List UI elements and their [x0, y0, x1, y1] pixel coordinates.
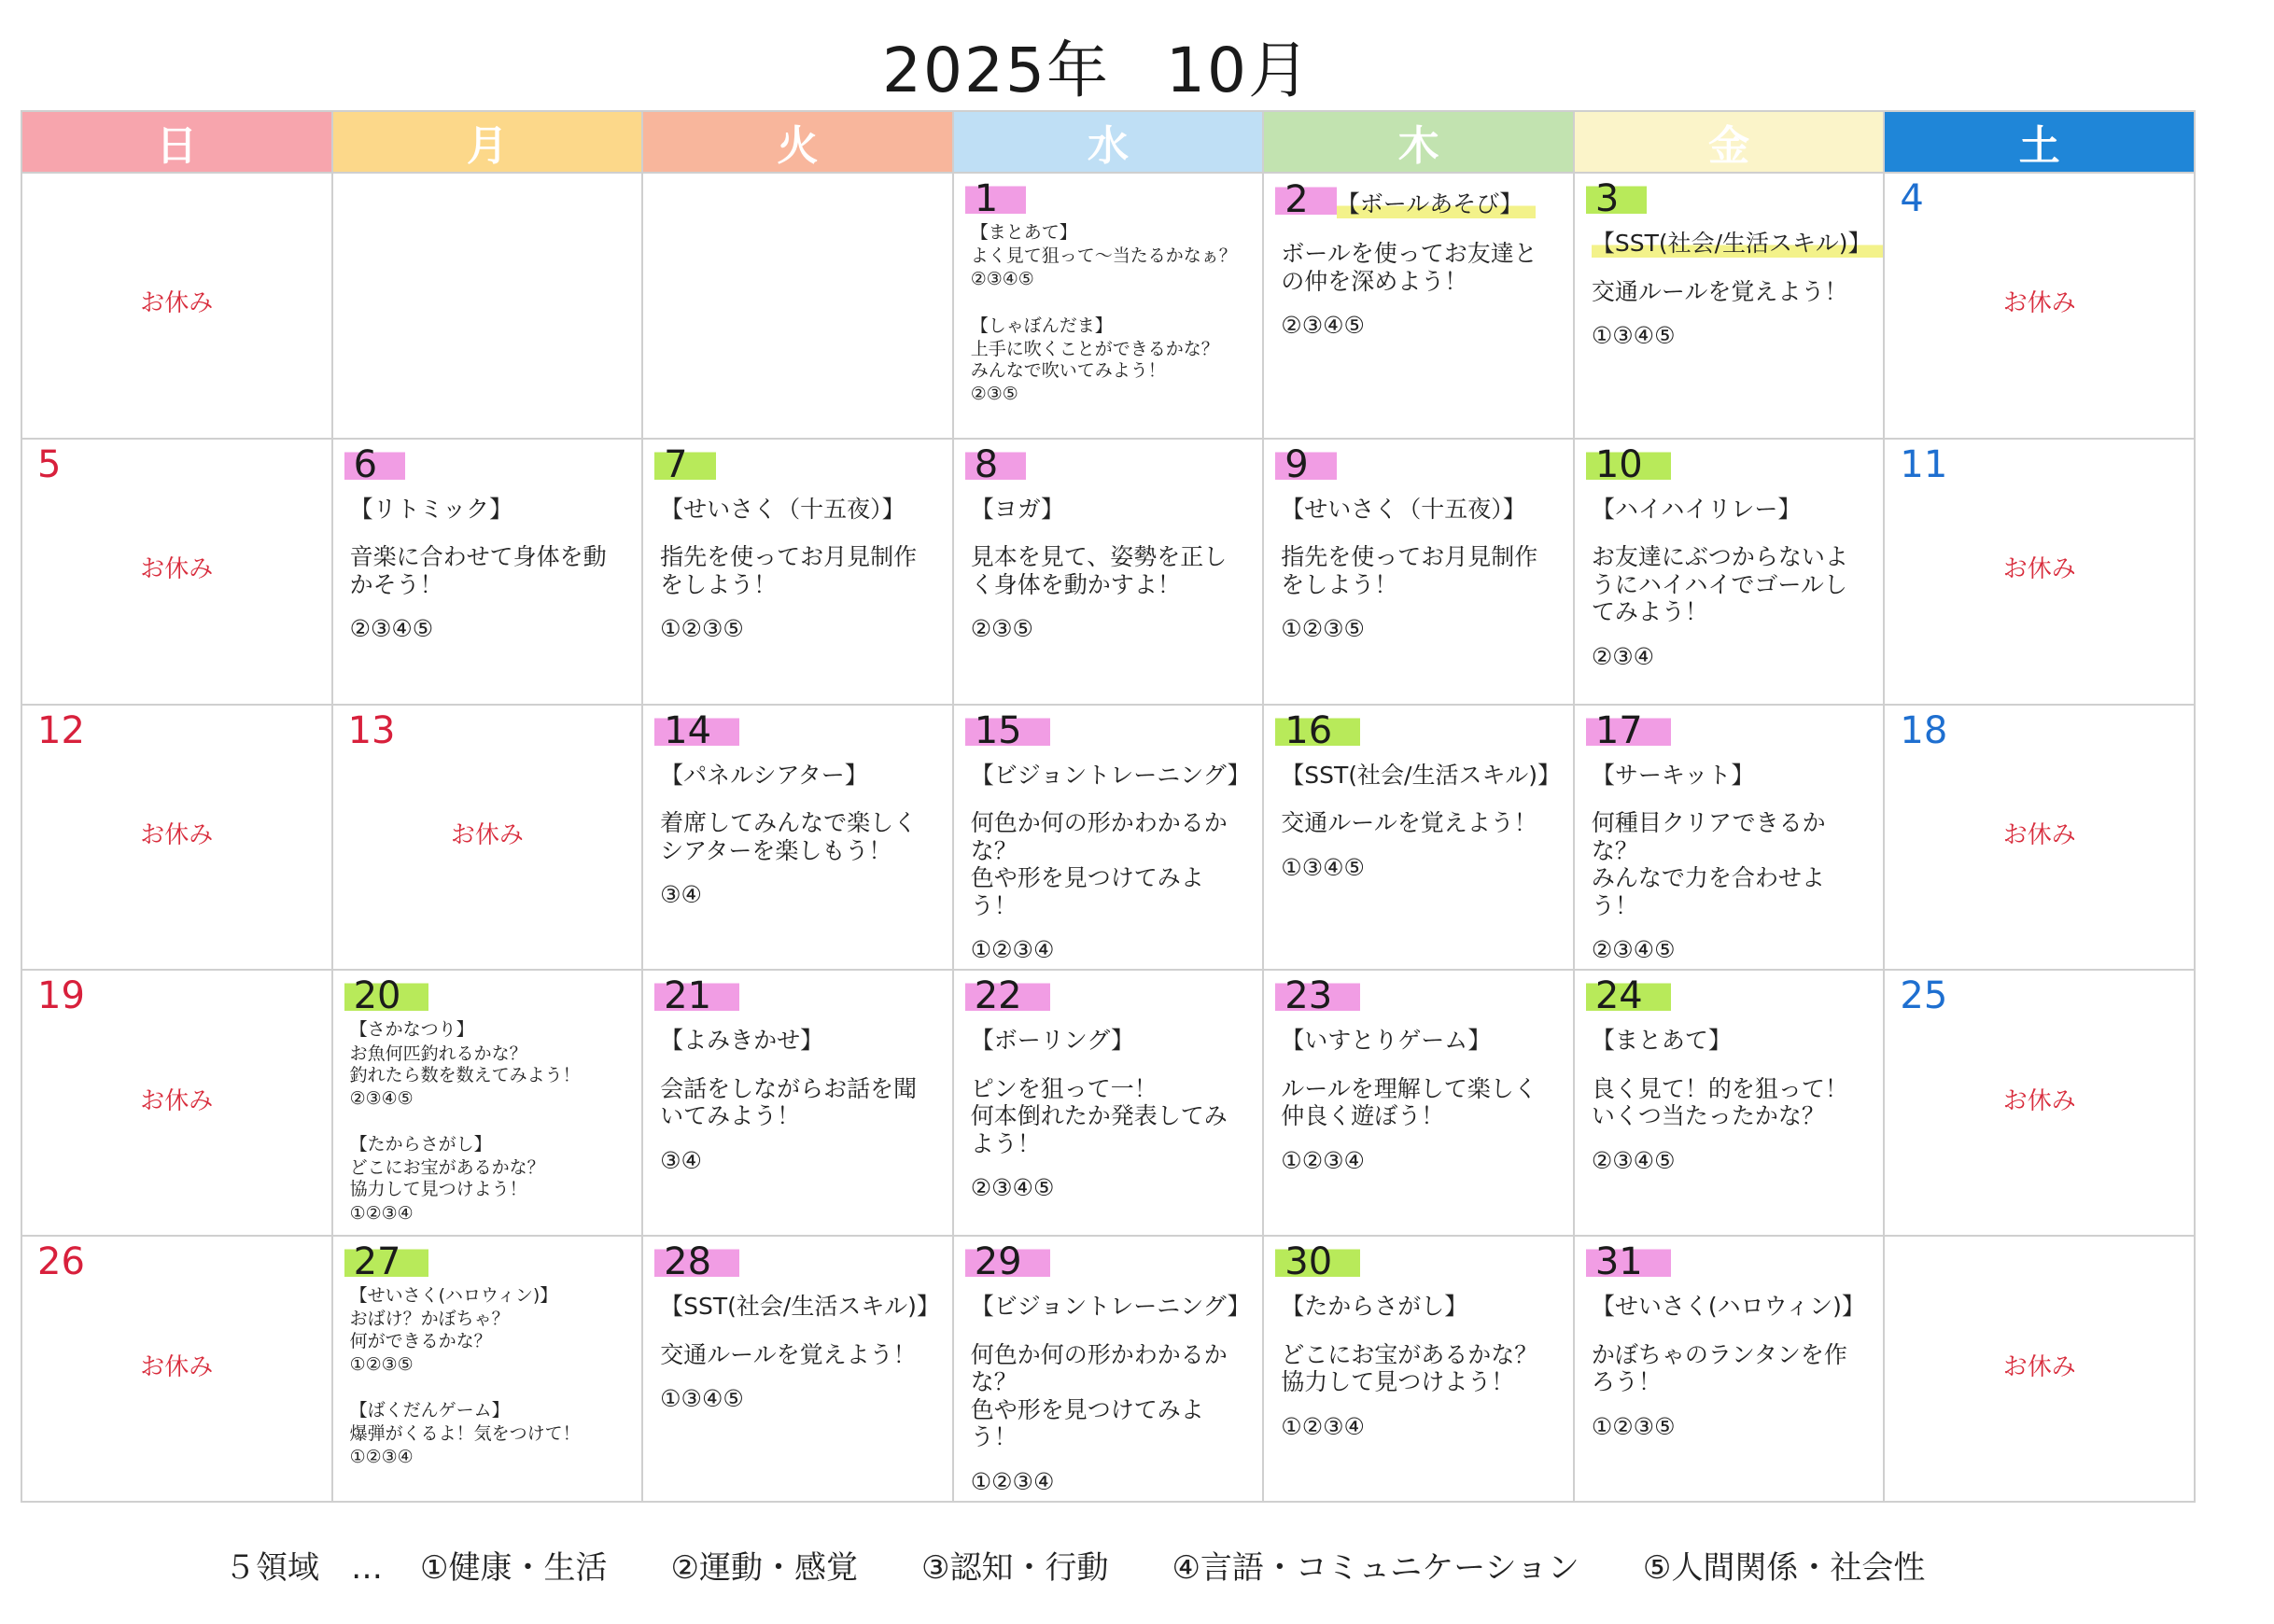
day-number: 22: [965, 976, 1050, 1015]
day-number: 31: [1586, 1242, 1671, 1281]
activity-description: かぼちゃのランタンを作ろう！: [1591, 1340, 1847, 1396]
day-number: 28: [654, 1242, 739, 1281]
closed-label: お休み: [140, 821, 214, 850]
day-number: 25: [1900, 974, 1948, 1018]
activity-title: 【ボーリング】: [970, 1027, 1134, 1055]
day-number: 1: [965, 179, 1026, 218]
closed-label: お休み: [2002, 289, 2076, 318]
day-cell: [1264, 1237, 1575, 1503]
activity-areas: ①②③⑤: [1591, 1412, 1676, 1440]
day-cell: [643, 1237, 954, 1503]
activity-description: ピンを狙って一！ 何本倒れたか発表してみよう！: [970, 1074, 1228, 1157]
day-number: 13: [347, 708, 396, 752]
activity-areas: ②③⑤: [970, 384, 1018, 405]
activity-title: 【リトミック】: [349, 495, 513, 523]
day-number: 4: [1900, 177, 1924, 220]
activity-title: 【せいさく（十五夜）】: [1281, 495, 1526, 523]
day-cell: [1885, 174, 2196, 440]
activity-title: 【ヨガ】: [970, 495, 1064, 523]
closed-label: お休み: [140, 1086, 214, 1115]
activity-description: 音楽に合わせて身体を動かそう！: [349, 543, 607, 598]
day-number: 19: [37, 974, 85, 1018]
weekday-header: 土: [1885, 112, 2196, 174]
activity-areas: ②③④⑤: [970, 269, 1034, 290]
day-cell: [1264, 174, 1575, 440]
day-cell: [22, 440, 333, 706]
activity-title: 【よみきかせ】: [660, 1027, 824, 1055]
day-cell: [1885, 706, 2196, 972]
activity-description: 交通ルールを覚えよう！: [1281, 809, 1537, 837]
day-cell: [1575, 174, 1886, 440]
closed-label: お休み: [450, 821, 524, 850]
day-number: 9: [1275, 445, 1336, 484]
activity-title: 【ビジョントレーニング】: [970, 1293, 1251, 1321]
day-cell: [954, 706, 1265, 972]
day-number: 8: [965, 445, 1026, 484]
day-number: 2: [1275, 180, 1336, 219]
activity-title: 【ばくだんゲーム】: [349, 1399, 510, 1421]
legend: [224, 1542, 1988, 1588]
activity-areas: ③④: [660, 881, 702, 909]
day-number: 30: [1275, 1242, 1360, 1281]
closed-label: お休み: [2002, 1086, 2076, 1115]
activity-description: 良く見て！的を狙って！ いくつ当たったかな？: [1591, 1074, 1848, 1130]
day-cell: [1885, 440, 2196, 706]
day-number: 12: [37, 708, 85, 752]
legend-item: ①健康・生活: [420, 1549, 608, 1587]
activity-areas: ①③④⑤: [1281, 853, 1365, 881]
day-cell: [1575, 440, 1886, 706]
activity-areas: ②③④⑤: [1591, 936, 1676, 964]
day-number: 6: [344, 445, 405, 484]
activity-description: よく見て狙って～当たるかなぁ？: [970, 245, 1237, 267]
day-number: 15: [965, 711, 1050, 750]
activity-areas: ①②③⑤: [1281, 615, 1365, 643]
day-cell: [643, 174, 954, 440]
weekday-header: 木: [1264, 112, 1575, 174]
day-cell: [643, 440, 954, 706]
closed-label: お休み: [140, 555, 214, 584]
activity-areas: ②③④⑤: [1591, 1146, 1676, 1174]
day-number: 18: [1900, 708, 1948, 752]
weekday-header: 水: [954, 112, 1265, 174]
activity-title: 【SST(社会/生活スキル)】: [1281, 761, 1561, 789]
day-number: 24: [1586, 976, 1671, 1015]
day-number: 20: [344, 976, 429, 1015]
activity-description: 交通ルールを覚えよう！: [1591, 277, 1848, 305]
activity-title: 【せいさく(ハロウィン)】: [1591, 1293, 1865, 1321]
activity-description: おばけ？かぼちゃ？ 何ができるかな？: [349, 1309, 510, 1351]
activity-areas: ①③④⑤: [660, 1385, 744, 1413]
activity-description: 指先を使ってお月見制作をしよう！: [1281, 543, 1538, 598]
day-cell: [1264, 971, 1575, 1237]
day-cell: [1575, 1237, 1886, 1503]
activity-title: 【SST(社会/生活スキル)】: [660, 1293, 940, 1321]
activity-title: 【パネルシアター】: [660, 761, 868, 789]
legend-label: ５領域 …: [224, 1549, 383, 1587]
calendar-title: [0, 21, 2194, 109]
day-cell: [333, 706, 644, 972]
closed-label: お休み: [140, 1352, 214, 1381]
title-month: 10月: [1165, 35, 1312, 106]
activity-title: 【たからさがし】: [1281, 1293, 1468, 1321]
activity-areas: ②③④⑤: [349, 615, 434, 643]
day-number: 7: [654, 445, 715, 484]
day-number: 26: [37, 1240, 85, 1284]
activity-title: 【まとあて】: [970, 222, 1077, 243]
activity-title: 【まとあて】: [1591, 1027, 1732, 1055]
activity-areas: ③④: [660, 1146, 702, 1174]
day-cell: [1575, 971, 1886, 1237]
activity-description: ルールを理解して楽しく仲良く遊ぼう！: [1281, 1074, 1537, 1130]
closed-label: お休み: [2002, 555, 2076, 584]
activity-title: 【さかなつり】: [349, 1019, 474, 1041]
activity-description: 爆弾がくるよ！気をつけて！: [349, 1423, 581, 1445]
activity-description: どこにお宝があるかな？ 協力して見つけよう！: [349, 1157, 545, 1200]
day-number: 5: [37, 442, 62, 486]
activity-description: お友達にぶつからないようにハイハイでゴールしてみよう！: [1591, 543, 1848, 626]
activity-areas: ②③④: [1591, 642, 1655, 670]
activity-areas: ②③④⑤: [349, 1087, 414, 1109]
day-cell: [333, 971, 644, 1237]
activity-title: 【せいさく(ハロウィン)】: [349, 1285, 558, 1307]
day-cell: [1264, 706, 1575, 972]
activity-description: 交通ルールを覚えよう！: [660, 1340, 917, 1368]
weekday-header: 月: [333, 112, 644, 174]
activity-title: 【SST(社会/生活スキル)】: [1592, 230, 1885, 258]
activity-description: 何種目クリアできるかな？ みんなで力を合わせよう！: [1591, 809, 1826, 919]
activity-description: 見本を見て、姿勢を正しく身体を動かすよ！: [970, 543, 1228, 598]
day-number: 29: [965, 1242, 1050, 1281]
day-number: 10: [1586, 445, 1671, 484]
activity-description: お魚何匹釣れるかな？ 釣れたら数を数えてみよう！: [349, 1043, 581, 1085]
closed-label: お休み: [140, 289, 214, 318]
day-cell: [333, 440, 644, 706]
day-cell: [1885, 971, 2196, 1237]
activity-title: 【せいさく（十五夜）】: [660, 495, 905, 523]
activity-areas: ②③④⑤: [970, 1174, 1055, 1202]
activity-areas: ①②③⑤: [349, 1353, 414, 1375]
activity-areas: ②③④⑤: [1281, 312, 1365, 339]
activity-title: 【ボールあそび】: [1337, 190, 1537, 218]
activity-description: 何色か何の形かわかるかな？ 色や形を見つけてみよう！: [970, 809, 1228, 919]
activity-areas: ①②③④: [349, 1202, 414, 1224]
activity-description: 指先を使ってお月見制作をしよう！: [660, 543, 918, 598]
day-cell: [1264, 440, 1575, 706]
day-number: 3: [1586, 179, 1647, 218]
closed-label: お休み: [2002, 1352, 2076, 1381]
activity-areas: ①②③④: [970, 936, 1055, 964]
day-cell: [22, 174, 333, 440]
weekday-header: 日: [22, 112, 333, 174]
day-number: 27: [344, 1242, 429, 1281]
day-cell: [954, 1237, 1265, 1503]
activity-areas: ①②③④: [1281, 1146, 1365, 1174]
activity-title: 【サーキット】: [1591, 761, 1755, 789]
title-year: 2025年: [882, 35, 1110, 106]
day-cell: [22, 706, 333, 972]
activity-description: 上手に吹くことができるかな？ みんなで吹いてみよう！: [970, 338, 1219, 381]
activity-title: 【たからさがし】: [349, 1134, 492, 1155]
activity-title: 【いすとりゲーム】: [1281, 1027, 1492, 1055]
activity-title: 【しゃぼんだま】: [970, 315, 1113, 336]
day-cell: [333, 174, 644, 440]
weekday-header: 火: [643, 112, 954, 174]
legend-item: ④言語・コミュニケーション: [1172, 1549, 1579, 1587]
activity-areas: ①②③④: [970, 1467, 1055, 1495]
day-cell: [1885, 1237, 2196, 1503]
day-number: 17: [1586, 711, 1671, 750]
activity-areas: ①③④⑤: [1591, 322, 1676, 349]
day-cell: [333, 1237, 644, 1503]
day-number: 11: [1900, 442, 1948, 486]
activity-areas: ①②③④: [1281, 1412, 1365, 1440]
day-number: 21: [654, 976, 739, 1015]
activity-description: 何色か何の形かわかるかな？ 色や形を見つけてみよう！: [970, 1340, 1228, 1451]
activity-areas: ①②③⑤: [660, 615, 744, 643]
legend-item: ③認知・行動: [920, 1549, 1109, 1587]
day-number: 14: [654, 711, 739, 750]
activity-areas: ①②③④: [349, 1447, 414, 1468]
day-cell: [643, 706, 954, 972]
closed-label: お休み: [2002, 821, 2076, 850]
day-cell: [1575, 706, 1886, 972]
activity-description: ボールを使ってお友達との仲を深めよう！: [1281, 240, 1537, 295]
activity-areas: ②③⑤: [970, 615, 1033, 643]
day-cell: [954, 440, 1265, 706]
weekday-header: 金: [1575, 112, 1886, 174]
activity-title: 【ハイハイリレー】: [1591, 495, 1802, 523]
activity-description: 会話をしながらお話を聞いてみよう！: [660, 1074, 918, 1130]
day-number: 23: [1275, 976, 1360, 1015]
legend-item: ②運動・感覚: [670, 1549, 858, 1587]
activity-description: どこにお宝があるかな？ 協力して見つけよう！: [1281, 1340, 1538, 1396]
calendar-grid: [21, 110, 2196, 1503]
day-number: 16: [1275, 711, 1360, 750]
day-cell: [954, 971, 1265, 1237]
legend-item: ⑤人間関係・社会性: [1642, 1549, 1926, 1587]
day-cell: [643, 971, 954, 1237]
day-cell: [22, 971, 333, 1237]
day-cell: [954, 174, 1265, 440]
activity-title: 【ビジョントレーニング】: [970, 761, 1251, 789]
activity-description: 着席してみんなで楽しくシアターを楽しもう！: [660, 809, 918, 864]
day-cell: [22, 1237, 333, 1503]
